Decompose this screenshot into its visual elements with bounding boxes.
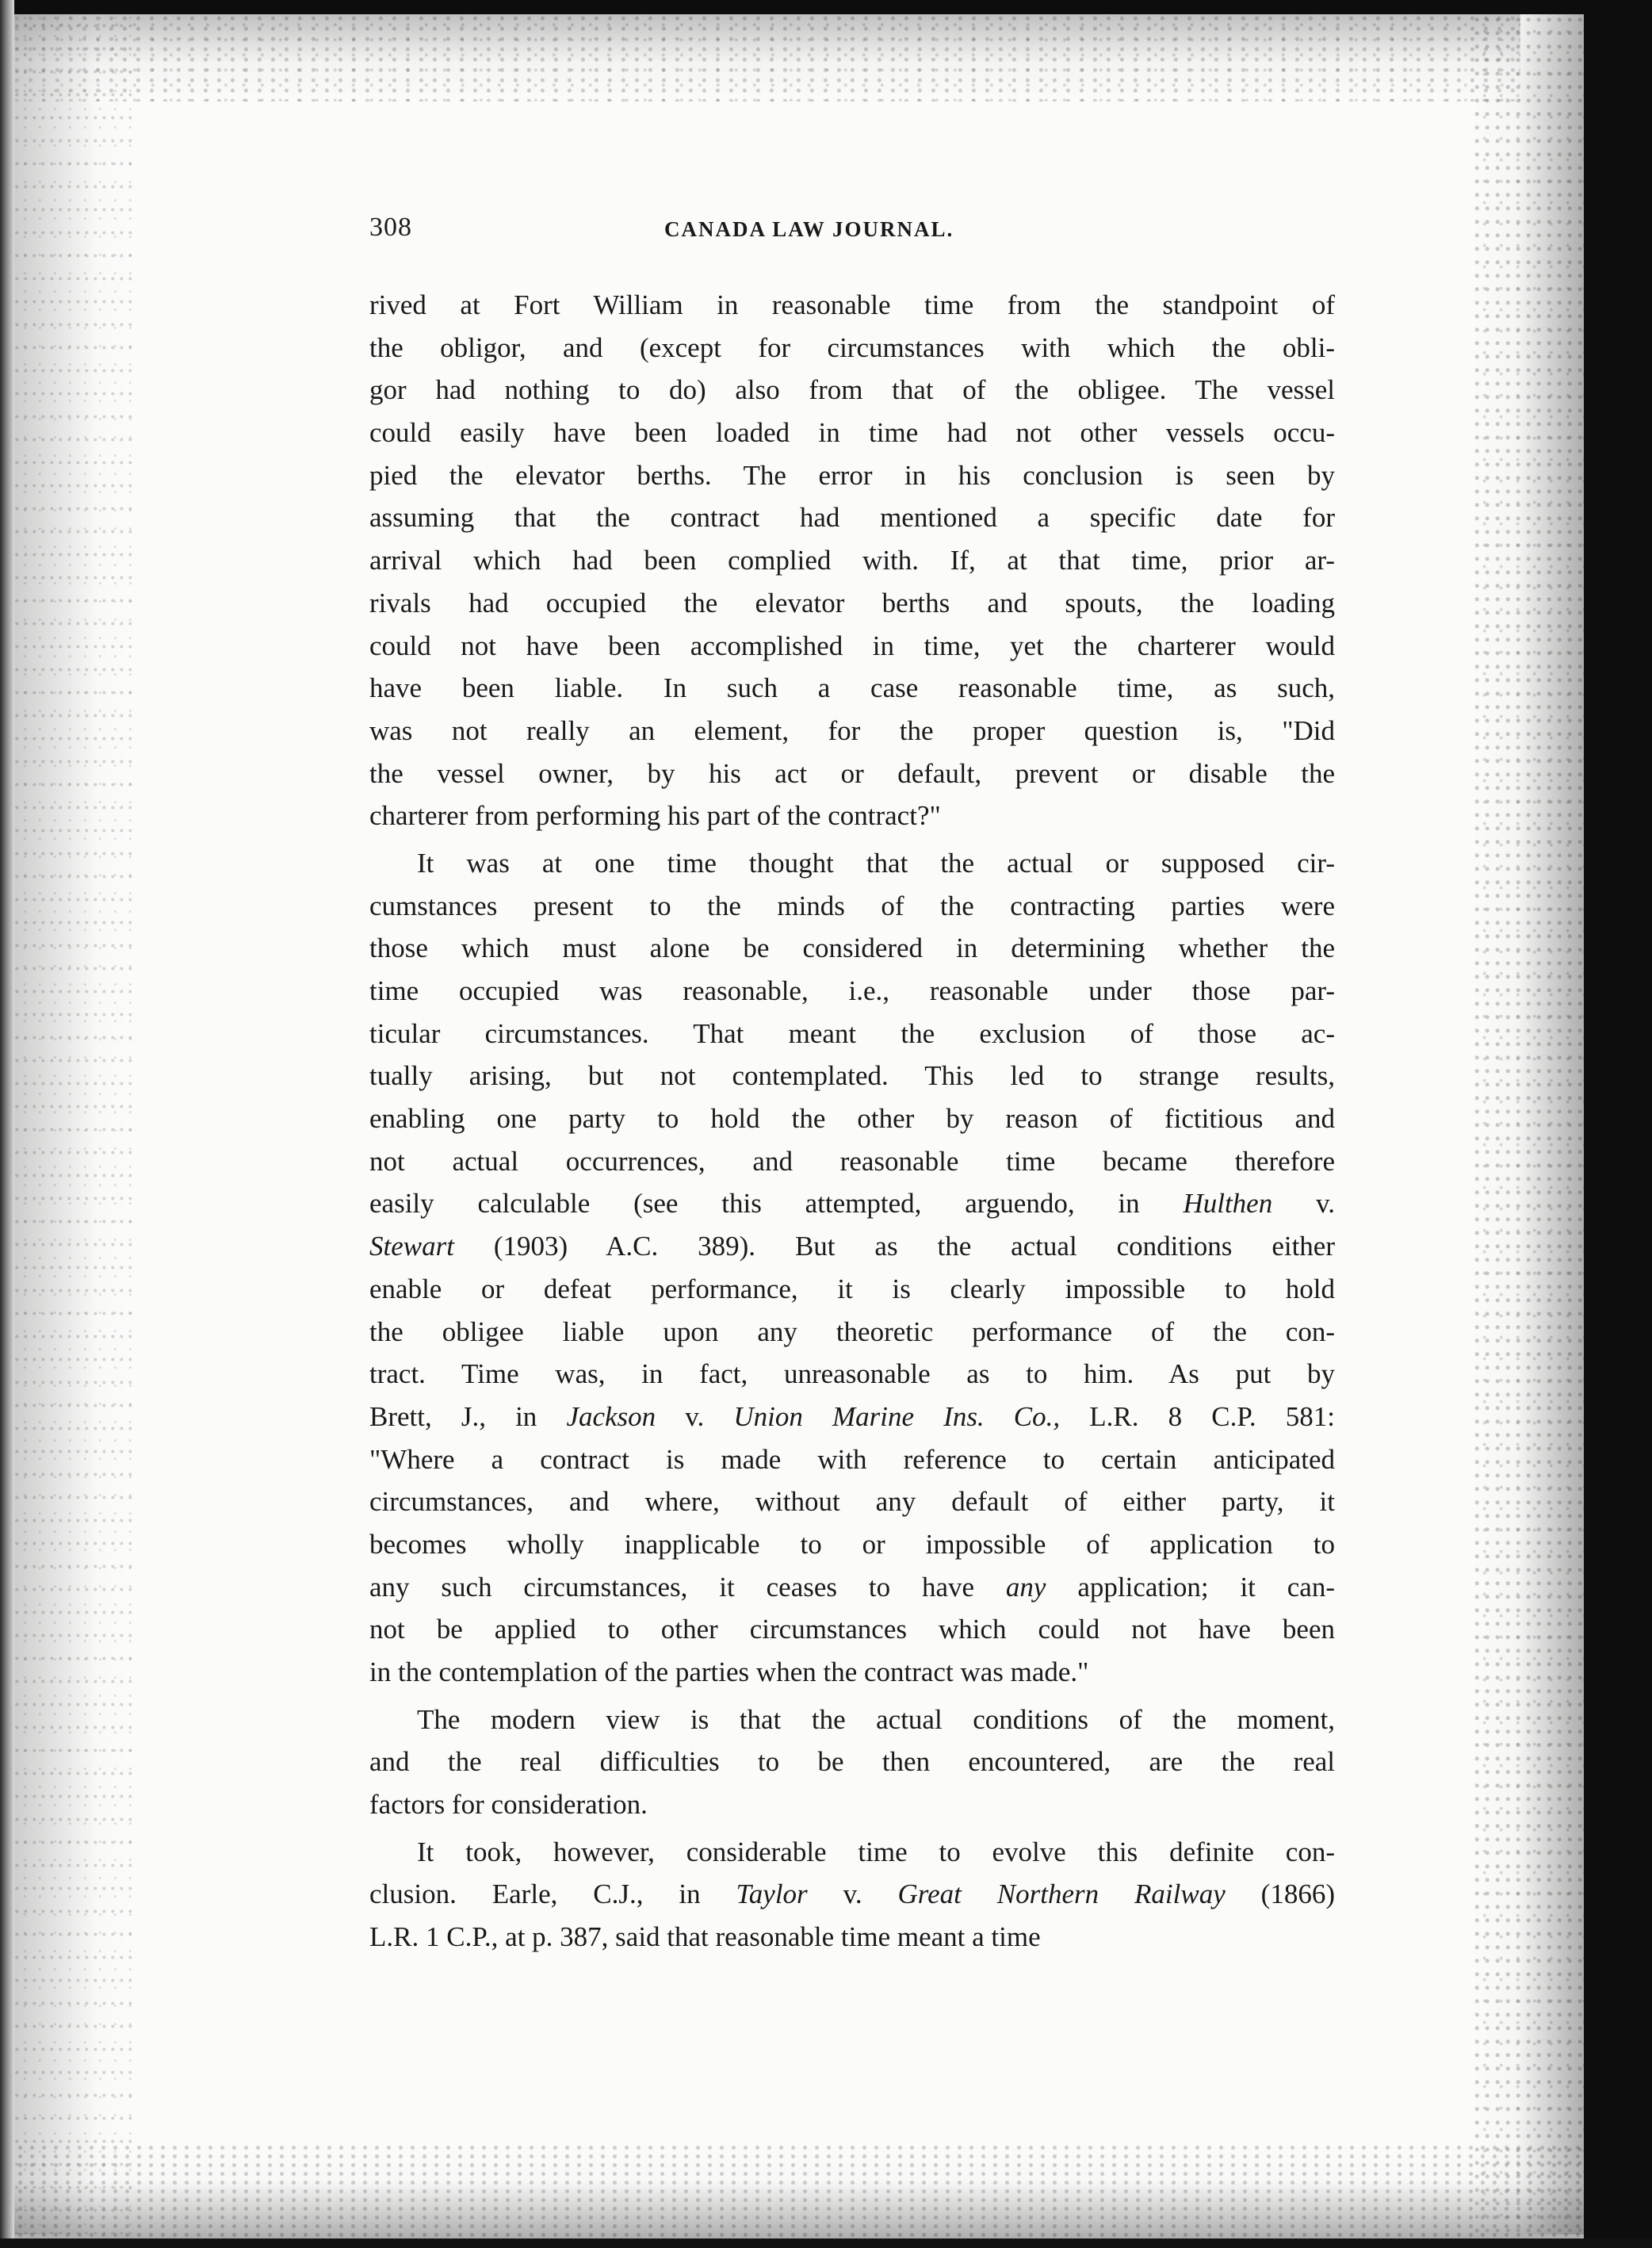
text-line: the obligee liable upon any theoretic performance of the con- xyxy=(369,1315,1335,1347)
journal-page xyxy=(369,208,1335,1959)
text-line: was not really an element, for the proper question is, "Did xyxy=(369,714,1335,746)
body-text xyxy=(369,284,1335,1959)
text-line: in the contemplation of the parties when the contract was made." xyxy=(369,1656,1089,1687)
scan-noise-top xyxy=(14,14,1520,101)
text-line: "Where a contract is made with reference to certain anticipated xyxy=(369,1443,1335,1475)
text-line: charterer from performing his part of the contract?" xyxy=(369,800,941,832)
text-line: have been liable. In such a case reasonable time, as such, xyxy=(369,672,1335,704)
text-line: not be applied to other circumstances which could not have been xyxy=(369,1614,1335,1645)
text-line: becomes wholly inapplicable to or impossible of application to xyxy=(369,1528,1335,1560)
text-line: the obligor, and (except for circumstances with which the obli- xyxy=(369,331,1335,363)
text-line: rivals had occupied the elevator berths and spouts, the loading xyxy=(369,587,1335,618)
text-line: time occupied was reasonable, i.e., reasonable under those par- xyxy=(369,975,1335,1006)
paragraph xyxy=(369,284,1335,837)
text-line: L.R. 1 C.P., at p. 387, said that reasonable time meant a time xyxy=(369,1921,1041,1953)
text-line: ticular circumstances. That meant the exclusion of those ac- xyxy=(369,1017,1335,1049)
text-line: and the real difficulties to be then encountered, are the real xyxy=(369,1746,1335,1778)
text-line: the vessel owner, by his act or default, prevent or disable the xyxy=(369,757,1335,789)
text-line: rived at Fort William in reasonable time from the standpoint of xyxy=(369,289,1335,320)
scan-noise-bottom xyxy=(14,2143,1584,2238)
journal-title: CANADA LAW JOURNAL. xyxy=(664,217,954,241)
paragraph xyxy=(369,1831,1335,1959)
scan-border-bottom xyxy=(0,2238,1652,2248)
text-line: assuming that the contract had mentioned a specific date for xyxy=(369,502,1335,534)
text-line: It was at one time thought that the actual or supposed cir- xyxy=(417,847,1335,879)
text-line: could easily have been loaded in time had not other vessels occu- xyxy=(369,417,1335,449)
text-line: Brett, J., in Jackson v. Union Marine Ins. Co., L.R. 8 C.P. 581: xyxy=(369,1400,1336,1432)
text-line: clusion. Earle, C.J., in Taylor v. Great Northern Railway (1866) xyxy=(369,1878,1335,1910)
text-line: cumstances present to the minds of the contracting parties were xyxy=(369,890,1335,921)
scan-border-left xyxy=(0,0,14,2248)
text-line: factors for consideration. xyxy=(369,1789,648,1821)
text-line: enabling one party to hold the other by reason of fictitious and xyxy=(369,1103,1335,1135)
scan-noise-right xyxy=(1473,14,1584,2235)
page-number: 308 xyxy=(369,213,412,242)
text-line: not actual occurrences, and reasonable time became therefore xyxy=(369,1145,1335,1177)
text-line: It took, however, considerable time to evolve this definite con- xyxy=(417,1836,1335,1867)
text-line: those which must alone be considered in determining whether the xyxy=(369,933,1335,964)
text-line: any such circumstances, it ceases to have any application; it can- xyxy=(369,1571,1335,1603)
text-line: tract. Time was, in fact, unreasonable as to him. As put by xyxy=(369,1358,1335,1390)
text-line: tually arising, but not contemplated. This led to strange results, xyxy=(369,1060,1335,1092)
paragraph xyxy=(369,842,1335,1694)
text-line: The modern view is that the actual conditions of the moment, xyxy=(417,1703,1335,1735)
text-line: easily calculable (see this attempted, arguendo, in Hulthen v. xyxy=(369,1188,1335,1220)
scan-border-top xyxy=(0,0,1652,14)
text-line: could not have been accomplished in time, yet the charterer would xyxy=(369,630,1335,661)
scan-noise-left xyxy=(14,14,133,2235)
scan-border-right xyxy=(1584,0,1652,2248)
text-line: Stewart (1903) A.C. 389). But as the actual conditions either xyxy=(369,1231,1335,1262)
text-line: circumstances, and where, without any default of either party, it xyxy=(369,1486,1335,1518)
text-line: gor had nothing to do) also from that of the obligee. The vessel xyxy=(369,374,1335,406)
text-line: arrival which had been complied with. If, at that time, prior ar- xyxy=(369,545,1335,576)
text-line: pied the elevator berths. The error in his conclusion is seen by xyxy=(369,459,1335,491)
paragraph xyxy=(369,1698,1335,1826)
text-line: enable or defeat performance, it is clearly impossible to hold xyxy=(369,1273,1335,1304)
running-head xyxy=(369,208,1335,255)
